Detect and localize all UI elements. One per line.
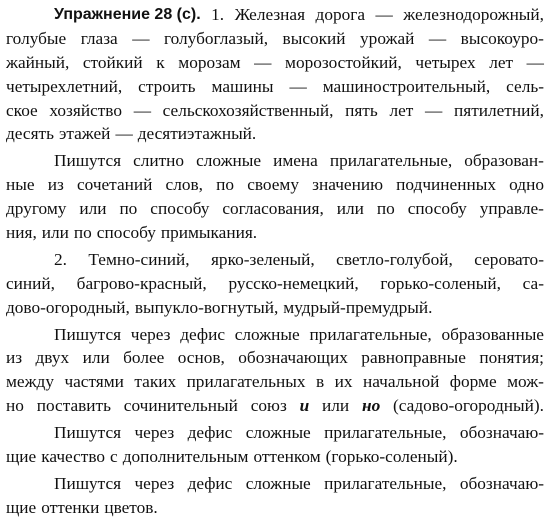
text-line: [6, 370, 544, 394]
exercise-heading: Упражнение 28 (с).: [54, 6, 201, 23]
word: прилагательные,: [324, 423, 447, 443]
word: горько-соленый,: [380, 273, 501, 293]
word: сложные: [234, 324, 300, 344]
word: другому: [6, 199, 67, 219]
word: серовато-: [474, 249, 544, 269]
word: из: [47, 175, 64, 195]
word: имена: [273, 151, 318, 171]
word: сель-: [506, 76, 544, 96]
word: своему: [247, 175, 299, 195]
word: пять: [345, 100, 378, 120]
word: частями: [64, 372, 124, 392]
word: ния,: [6, 223, 37, 243]
word: десятиэтажный.: [137, 124, 257, 144]
text-line: [6, 445, 544, 469]
word: к: [156, 52, 165, 72]
word: высокоуро-: [460, 28, 544, 48]
word: Пишутся: [54, 151, 122, 171]
word: са-: [522, 273, 544, 293]
conjunction-but: но: [361, 396, 381, 416]
word: основ,: [177, 348, 225, 368]
word: дефис: [180, 324, 226, 344]
word: сельскохозяйственный,: [162, 100, 334, 120]
word: качество: [41, 447, 106, 467]
word: машины: [211, 76, 274, 96]
word: таких: [134, 372, 177, 392]
text-line: [6, 496, 544, 520]
word: слов,: [165, 175, 203, 195]
word: способу: [407, 199, 467, 219]
word: —: [133, 100, 151, 120]
word: дефис: [187, 423, 233, 443]
word: морозам: [178, 52, 241, 72]
word: Пишутся: [54, 473, 122, 493]
word: или: [79, 199, 107, 219]
word: управле-: [479, 199, 544, 219]
word: прилагательные,: [329, 151, 453, 171]
word: Пишутся: [54, 423, 122, 443]
word: лет: [389, 100, 414, 120]
word: по: [216, 175, 235, 195]
word: жайный,: [6, 52, 70, 72]
word: мудрый-премудрый.: [283, 297, 433, 317]
text-line: [6, 99, 544, 123]
word: дополнительным: [122, 447, 249, 467]
word: способу: [96, 223, 156, 243]
word: способу: [150, 199, 210, 219]
text-line: [6, 197, 544, 221]
word: высокий: [282, 28, 346, 48]
word: понятия;: [479, 348, 544, 368]
word: (горько-соленый).: [325, 447, 458, 467]
word: сложные: [245, 473, 311, 493]
text-line: [6, 221, 544, 245]
word: голубоглазый,: [163, 28, 269, 48]
word: двух: [35, 348, 70, 368]
word: мож-: [507, 372, 544, 392]
word: между: [6, 372, 54, 392]
word: образован-: [464, 151, 544, 171]
text-line: [6, 472, 544, 496]
word: или: [41, 223, 69, 243]
text-line: [6, 272, 544, 296]
text-line: [6, 296, 544, 320]
word: Темно-синий,: [88, 249, 190, 269]
word: союз: [250, 396, 287, 416]
word: прилагательных: [186, 372, 306, 392]
text-line: [6, 248, 544, 272]
word: их: [334, 372, 353, 392]
text-line: [6, 421, 544, 445]
word: более: [123, 348, 165, 368]
word: или: [322, 396, 350, 416]
word: четырехлетний,: [6, 76, 123, 96]
word: синий,: [6, 273, 55, 293]
word: дово-огородный,: [6, 297, 130, 317]
text-line: [6, 394, 544, 418]
exercise-text: [6, 0, 544, 520]
word: примыкания.: [160, 223, 258, 243]
word: сочетаний: [76, 175, 153, 195]
word: —: [254, 52, 272, 72]
word: русско-немецкий,: [228, 273, 359, 293]
word: обозначающих: [238, 348, 348, 368]
word: через: [130, 324, 171, 344]
word: —: [428, 28, 447, 48]
word: —: [526, 52, 544, 72]
word: машиностроительный,: [322, 76, 491, 96]
word: светло-голубой,: [336, 249, 453, 269]
text-line: [6, 27, 544, 51]
word: дефис: [187, 473, 233, 493]
word: десять: [6, 124, 54, 144]
word: —: [115, 124, 133, 144]
word: багрово-красный,: [76, 273, 207, 293]
text-line: [6, 3, 544, 27]
text-line: [6, 149, 544, 173]
word: или: [82, 348, 110, 368]
word: или: [336, 199, 364, 219]
word: прилагательные,: [324, 473, 447, 493]
word: —: [425, 100, 443, 120]
word: 1.: [211, 5, 225, 24]
word: но: [6, 396, 24, 416]
word: четырех: [415, 52, 476, 72]
word: цветов.: [104, 497, 158, 517]
word: ское: [6, 100, 38, 120]
word: с: [110, 447, 118, 467]
text-line: [6, 323, 544, 347]
word: обозначаю-: [459, 473, 544, 493]
word: (садово-огородный).: [393, 396, 544, 416]
word: строить: [138, 76, 196, 96]
text-line: [6, 51, 544, 75]
word: образованные: [441, 324, 544, 344]
word: лет: [489, 52, 514, 72]
word: —: [132, 28, 150, 48]
word: сложные: [196, 151, 262, 171]
word: пятилетний,: [454, 100, 544, 120]
word: прилагательные,: [309, 324, 432, 344]
word: 2.: [54, 249, 67, 269]
word: —: [375, 5, 393, 24]
word: Пишутся: [54, 324, 122, 344]
word: хозяйство: [49, 100, 122, 120]
word: щие: [6, 447, 37, 467]
word: сочинительный: [123, 396, 238, 416]
word: равноправные: [361, 348, 466, 368]
word: по: [119, 199, 138, 219]
word: оттенком: [253, 447, 321, 467]
word: этажей: [58, 124, 111, 144]
word: дорога: [315, 5, 366, 24]
conjunction-and: и: [299, 396, 310, 416]
word: значению: [312, 175, 383, 195]
word: стойкий: [82, 52, 143, 72]
word: одно: [509, 175, 544, 195]
word: начальной: [362, 372, 440, 392]
word: выпукло-вогнутый,: [134, 297, 279, 317]
word: по: [376, 199, 395, 219]
word: ярко-зеленый,: [210, 249, 315, 269]
word: сложные: [245, 423, 311, 443]
word: слитно: [133, 151, 185, 171]
word: —: [289, 76, 307, 96]
word: согласования,: [222, 199, 324, 219]
word: оттенки: [41, 497, 100, 517]
word: железнодорожный,: [403, 5, 544, 24]
text-line: [6, 122, 544, 146]
word: ные: [6, 175, 35, 195]
text-line: [6, 346, 544, 370]
word: из: [6, 348, 23, 368]
word: поставить: [36, 396, 111, 416]
word: обозначаю-: [459, 423, 544, 443]
word: голубые: [6, 28, 67, 48]
text-line: [6, 75, 544, 99]
word: через: [134, 423, 175, 443]
word: щие: [6, 497, 37, 517]
word: в: [315, 372, 325, 392]
word: подчиненных: [396, 175, 496, 195]
word: по: [73, 223, 92, 243]
word: морозостойкий,: [285, 52, 402, 72]
text-line: [6, 173, 544, 197]
word: Железная: [234, 5, 306, 24]
word: глаза: [80, 28, 118, 48]
word: через: [134, 473, 175, 493]
word: форме: [449, 372, 497, 392]
word: урожай: [360, 28, 415, 48]
